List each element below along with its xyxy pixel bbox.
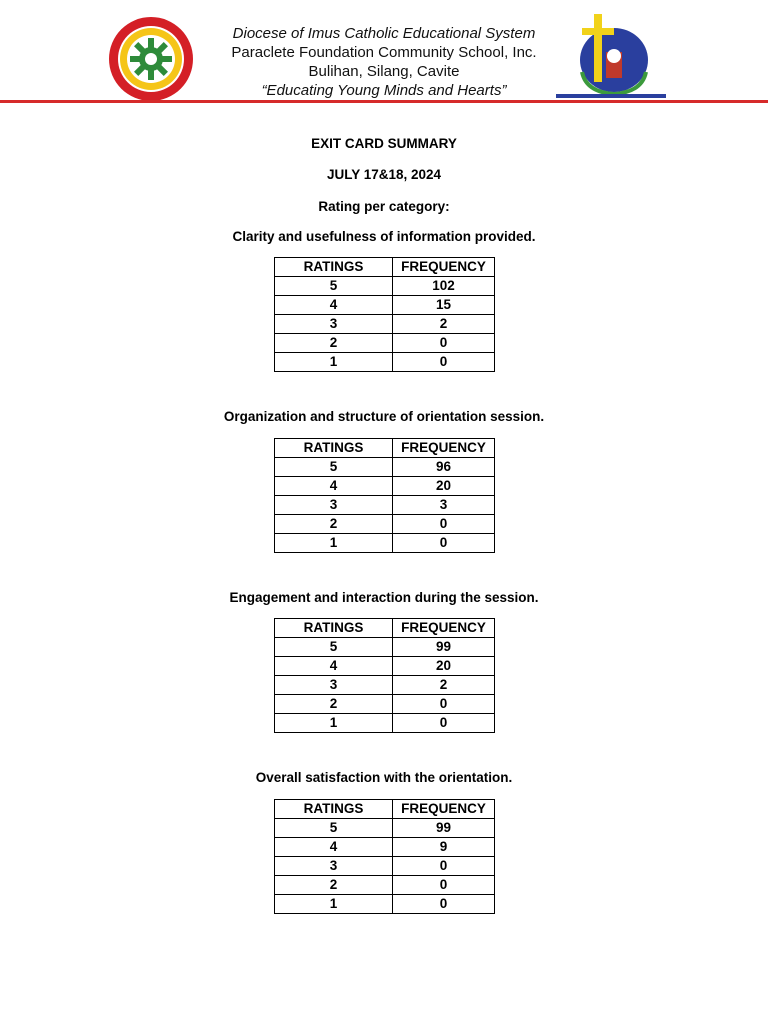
rating-cell: 5 (275, 458, 393, 477)
school-address: Bulihan, Silang, Cavite (308, 63, 460, 80)
table-row (275, 657, 495, 676)
frequency-cell: 99 (393, 819, 495, 838)
letterhead (0, 0, 768, 108)
frequency-cell: 20 (393, 657, 495, 676)
ratings-column-header: RATINGS (275, 439, 393, 458)
frequency-cell: 0 (393, 534, 495, 553)
diocese-name: Diocese of Imus Catholic Educational System (232, 25, 536, 42)
frequency-cell: 0 (393, 695, 495, 714)
section-heading: Clarity and usefulness of information provided. (232, 229, 536, 244)
document-date: JULY 17&18, 2024 (326, 167, 442, 182)
table-header-row (275, 619, 495, 638)
section-heading: Organization and structure of orientation session. (223, 409, 545, 424)
rating-cell: 4 (275, 477, 393, 496)
frequency-cell: 0 (393, 334, 495, 353)
rating-cell: 1 (275, 714, 393, 733)
frequency-cell: 20 (393, 477, 495, 496)
table-header-row (275, 800, 495, 819)
rating-cell: 3 (275, 676, 393, 695)
frequency-column-header: FREQUENCY (393, 258, 495, 277)
table-row (275, 458, 495, 477)
frequency-cell: 102 (393, 277, 495, 296)
table-row (275, 857, 495, 876)
ratings-column-header: RATINGS (275, 800, 393, 819)
table-row (275, 876, 495, 895)
table-row (275, 296, 495, 315)
table-row (275, 895, 495, 914)
diocese-logo (556, 12, 666, 102)
ratings-table (274, 257, 495, 372)
rating-cell: 5 (275, 277, 393, 296)
table-row (275, 515, 495, 534)
frequency-cell: 15 (393, 296, 495, 315)
frequency-cell: 2 (393, 676, 495, 695)
rating-cell: 2 (275, 695, 393, 714)
frequency-column-header: FREQUENCY (393, 800, 495, 819)
ratings-column-header: RATINGS (275, 258, 393, 277)
ratings-table (274, 799, 495, 914)
ratings-table (274, 438, 495, 553)
frequency-cell: 96 (393, 458, 495, 477)
frequency-cell: 0 (393, 353, 495, 372)
table-row (275, 695, 495, 714)
rating-cell: 2 (275, 334, 393, 353)
table-row (275, 496, 495, 515)
rating-cell: 5 (275, 638, 393, 657)
frequency-cell: 2 (393, 315, 495, 334)
table-row (275, 477, 495, 496)
table-row (275, 838, 495, 857)
frequency-column-header: FREQUENCY (393, 439, 495, 458)
rating-subtitle: Rating per category: (318, 199, 450, 214)
frequency-cell: 99 (393, 638, 495, 657)
table-row (275, 714, 495, 733)
letterhead-text (200, 24, 568, 100)
table-row (275, 534, 495, 553)
frequency-cell: 9 (393, 838, 495, 857)
table-row (275, 638, 495, 657)
frequency-cell: 0 (393, 876, 495, 895)
school-name: Paraclete Foundation Community School, Inc. (231, 44, 537, 61)
frequency-cell: 0 (393, 857, 495, 876)
rating-cell: 1 (275, 895, 393, 914)
rating-cell: 3 (275, 857, 393, 876)
header-divider (0, 100, 768, 103)
section-heading: Overall satisfaction with the orientation. (255, 770, 513, 785)
table-row (275, 819, 495, 838)
school-seal-logo (108, 16, 194, 102)
table-row (275, 353, 495, 372)
rating-cell: 3 (275, 315, 393, 334)
rating-cell: 4 (275, 296, 393, 315)
ratings-column-header: RATINGS (275, 619, 393, 638)
ratings-table (274, 618, 495, 733)
rating-cell: 2 (275, 876, 393, 895)
table-row (275, 676, 495, 695)
frequency-cell: 0 (393, 895, 495, 914)
rating-cell: 4 (275, 657, 393, 676)
table-row (275, 334, 495, 353)
table-row (275, 315, 495, 334)
table-header-row (275, 439, 495, 458)
frequency-column-header: FREQUENCY (393, 619, 495, 638)
frequency-cell: 0 (393, 714, 495, 733)
document-title: EXIT CARD SUMMARY (311, 136, 457, 151)
rating-cell: 4 (275, 838, 393, 857)
school-motto: “Educating Young Minds and Hearts” (261, 82, 507, 99)
rating-cell: 5 (275, 819, 393, 838)
frequency-cell: 3 (393, 496, 495, 515)
table-header-row (275, 258, 495, 277)
rating-cell: 1 (275, 534, 393, 553)
rating-cell: 2 (275, 515, 393, 534)
rating-cell: 1 (275, 353, 393, 372)
rating-cell: 3 (275, 496, 393, 515)
section-heading: Engagement and interaction during the session. (229, 590, 539, 605)
table-row (275, 277, 495, 296)
frequency-cell: 0 (393, 515, 495, 534)
